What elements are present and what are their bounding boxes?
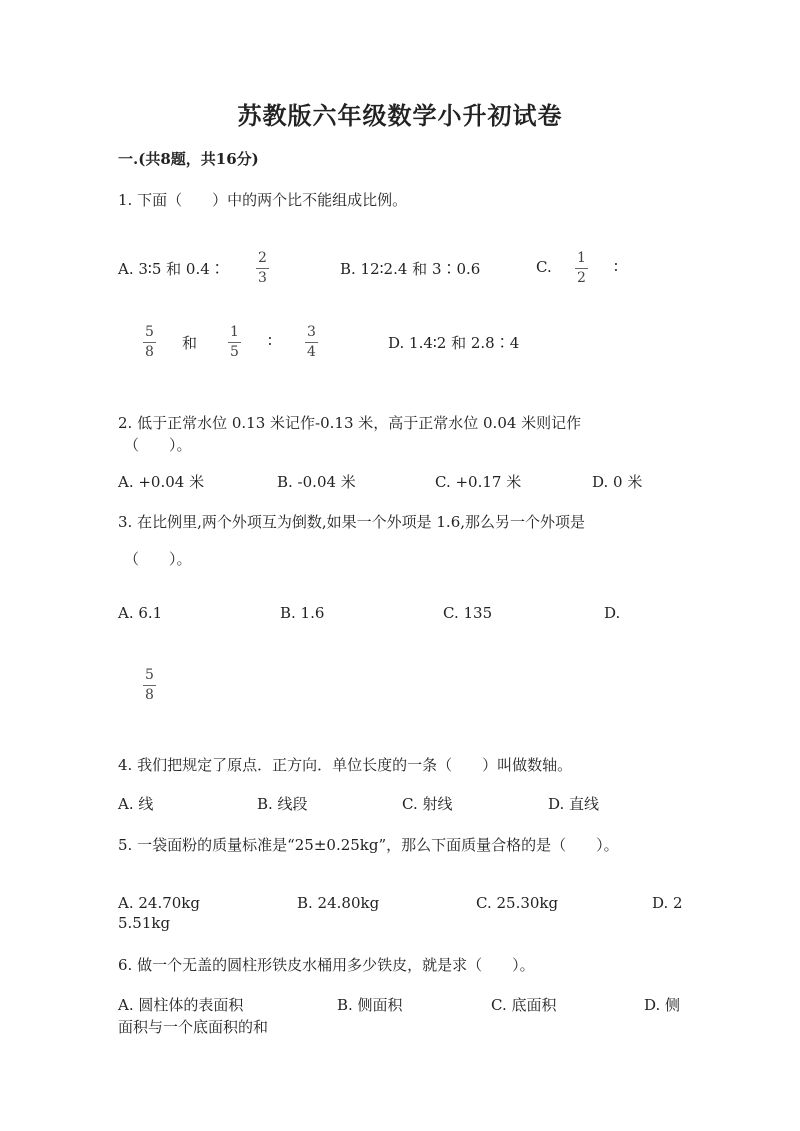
ratio-colon: ∶ (268, 332, 272, 350)
fraction-denominator: 8 (145, 344, 154, 360)
question-4-option-c: C. 射线 (402, 795, 453, 813)
question-2-option-d: D. 0 米 (592, 473, 643, 491)
fraction-denominator: 4 (307, 344, 316, 360)
question-5-option-b: B. 24.80kg (297, 894, 380, 912)
fraction-2-3 (256, 251, 269, 286)
fraction-1-5 (228, 325, 241, 360)
question-1-option-d: D. 1.4∶2 和 2.8∶4 (388, 334, 520, 352)
question-2-stem: 2. 低于正常水位 0.13 米记作-0.13 米，高于正常水位 0.04 米则记作 (118, 414, 582, 432)
question-1-option-a: A. 3∶5 和 0.4∶ (118, 260, 225, 278)
fraction-numerator: 2 (258, 250, 267, 266)
question-1-stem: 1. 下面（ ）中的两个比不能组成比例。 (118, 191, 408, 209)
question-5-option-c: C. 25.30kg (476, 894, 559, 912)
question-1-option-c: C. (536, 258, 552, 276)
fraction-denominator: 5 (230, 344, 239, 360)
question-6-option-d: D. 侧 (644, 996, 681, 1014)
question-2-stem-cont: （ ）。 (124, 436, 192, 454)
question-3-option-d: D. (604, 604, 621, 622)
fraction-5-8 (143, 325, 156, 360)
fraction-denominator: 3 (258, 270, 267, 286)
question-6-option-a: A. 圆柱体的表面积 (118, 996, 244, 1014)
fraction-bar (256, 268, 269, 269)
question-5-option-d-cont: 5.51kg (118, 914, 171, 932)
question-3-stem: 3. 在比例里,两个外项互为倒数,如果一个外项是 1.6,那么另一个外项是 (118, 513, 586, 531)
fraction-numerator: 3 (307, 324, 316, 340)
ratio-colon: ∶ (614, 258, 618, 276)
question-4-option-a: A. 线 (118, 795, 154, 813)
page-title: 苏教版六年级数学小升初试卷 (237, 101, 563, 130)
fraction-numerator: 5 (145, 667, 154, 683)
question-4-option-b: B. 线段 (257, 795, 308, 813)
question-1-option-b: B. 12∶2.4 和 3∶0.6 (340, 260, 481, 278)
fraction-numerator: 1 (577, 250, 586, 266)
fraction-1-2 (575, 251, 588, 286)
question-4-option-d: D. 直线 (548, 795, 600, 813)
fraction-numerator: 1 (230, 324, 239, 340)
question-5-stem: 5. 一袋面粉的质量标准是“25±0.25kg”，那么下面质量合格的是（ ）。 (118, 836, 619, 854)
question-3-option-c: C. 135 (443, 604, 493, 622)
fraction-denominator: 8 (145, 687, 154, 703)
fraction-bar (305, 342, 318, 343)
fraction-bar (143, 342, 156, 343)
question-2-option-a: A. +0.04 米 (118, 473, 205, 491)
question-3-stem-cont: （ ）。 (124, 550, 192, 568)
fraction-5-8 (143, 668, 156, 703)
question-6-stem: 6. 做一个无盖的圆柱形铁皮水桶用多少铁皮，就是求（ ）。 (118, 956, 535, 974)
fraction-bar (575, 268, 588, 269)
question-2-option-c: C. +0.17 米 (435, 473, 522, 491)
section-heading: 一.(共8题，共16分) (118, 150, 259, 168)
question-5-option-a: A. 24.70kg (118, 894, 201, 912)
fraction-denominator: 2 (577, 270, 586, 286)
question-3-option-b: B. 1.6 (280, 604, 325, 622)
fraction-bar (143, 685, 156, 686)
question-6-option-d-cont: 面积与一个底面积的和 (118, 1018, 269, 1036)
question-2-option-b: B. -0.04 米 (277, 473, 356, 491)
question-3-option-a: A. 6.1 (118, 604, 163, 622)
question-6-option-b: B. 侧面积 (337, 996, 403, 1014)
fraction-bar (228, 342, 241, 343)
question-5-option-d: D. 2 (652, 894, 683, 912)
question-6-option-c: C. 底面积 (491, 996, 557, 1014)
fraction-numerator: 5 (145, 324, 154, 340)
fraction-3-4 (305, 325, 318, 360)
question-4-stem: 4. 我们把规定了原点．正方向．单位长度的一条（ ）叫做数轴。 (118, 756, 573, 774)
and-word: 和 (182, 334, 198, 352)
